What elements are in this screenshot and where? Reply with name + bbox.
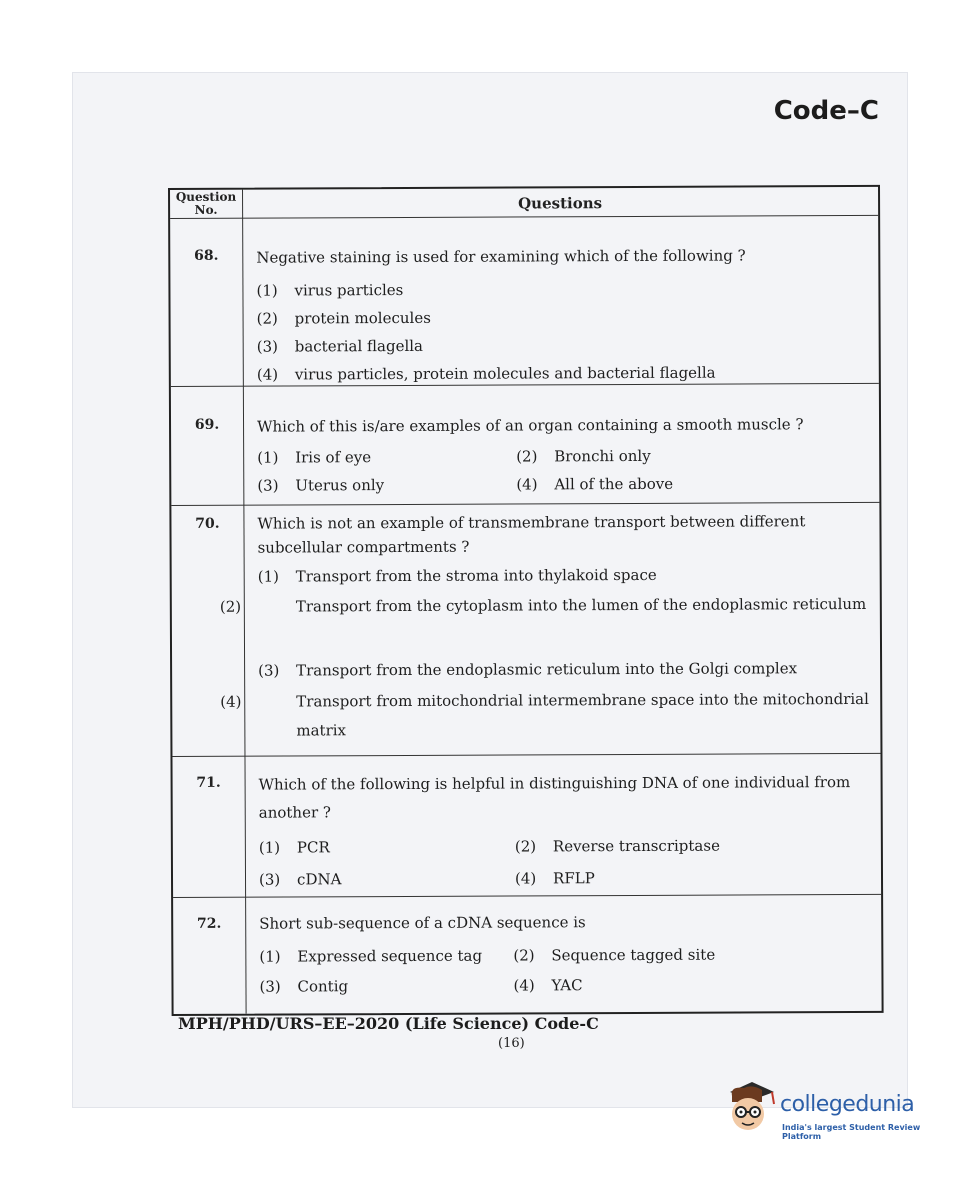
- option-2: (2) Reverse transcriptase: [514, 836, 720, 856]
- brand-tagline: India's largest Student Review Platform: [782, 1123, 921, 1141]
- question-text: Short sub-sequence of a cDNA sequence is: [259, 913, 586, 933]
- question-text: Negative staining is used for examining which of the following ?: [256, 246, 746, 267]
- questions-header: Questions: [518, 194, 603, 213]
- option-4: (4) Transport from mitochondrial intermembrane space into the mitochondrial matrix: [220, 689, 869, 740]
- question-text: Which of this is/are examples of an organ containing a smooth muscle ?: [257, 415, 804, 436]
- option-2: (2) protein molecules: [256, 308, 431, 328]
- option-1: (1) Iris of eye: [257, 448, 372, 467]
- page-number: (16): [498, 1036, 525, 1051]
- question-number: 72.: [196, 915, 222, 932]
- option-4: (4) RFLP: [514, 869, 595, 888]
- option-1: (1) Transport from the stroma into thylakoid space: [257, 565, 657, 586]
- question-number: 68.: [194, 247, 219, 264]
- paper-code: Code–C: [773, 96, 879, 126]
- option-3: (3) Contig: [259, 977, 349, 996]
- question-row-70: [171, 503, 880, 757]
- question-number: 70.: [195, 515, 220, 532]
- option-4: (4) virus particles, protein molecules and bacterial flagella: [256, 363, 716, 384]
- option-1: (1) virus particles: [256, 280, 404, 300]
- option-3: (3) cDNA: [258, 870, 342, 889]
- question-row-69: [171, 384, 880, 506]
- question-no-header: Question No.: [175, 189, 237, 217]
- option-2: (2) Transport from the cytoplasm into the lumen of the endoplasmic reticulum: [219, 594, 867, 616]
- question-number: 71.: [196, 774, 221, 791]
- questions-table: [168, 185, 884, 1016]
- question-row-71: [172, 754, 881, 898]
- question-text: Which is not an example of transmembrane transport between different subcellular compartments ?: [257, 512, 806, 557]
- exam-footer: MPH/PHD/URS–EE–2020 (Life Science) Code-C: [178, 1014, 599, 1033]
- table-header: [170, 187, 878, 219]
- option-2: (2) Sequence tagged site: [513, 945, 716, 965]
- option-2: (2) Bronchi only: [516, 446, 651, 466]
- option-3: (3) bacterial flagella: [256, 336, 424, 356]
- question-row-72: [173, 895, 882, 1016]
- option-3: (3) Uterus only: [257, 476, 385, 495]
- student-mascot-icon: [722, 1078, 778, 1138]
- option-1: (1) PCR: [258, 838, 330, 857]
- question-text: Which of the following is helpful in distinguishing DNA of one individual from another ?: [258, 773, 851, 822]
- collegedunia-watermark: [722, 1078, 962, 1141]
- option-1: (1) Expressed sequence tag: [259, 946, 483, 966]
- question-number: 69.: [194, 416, 220, 433]
- option-3: (3) Transport from the endoplasmic reticulum into the Golgi complex: [258, 659, 798, 680]
- brand-name: collegedunia: [780, 1092, 915, 1117]
- option-4: (4) YAC: [513, 976, 583, 995]
- question-row-68: [170, 215, 879, 387]
- option-4: (4) All of the above: [516, 474, 674, 494]
